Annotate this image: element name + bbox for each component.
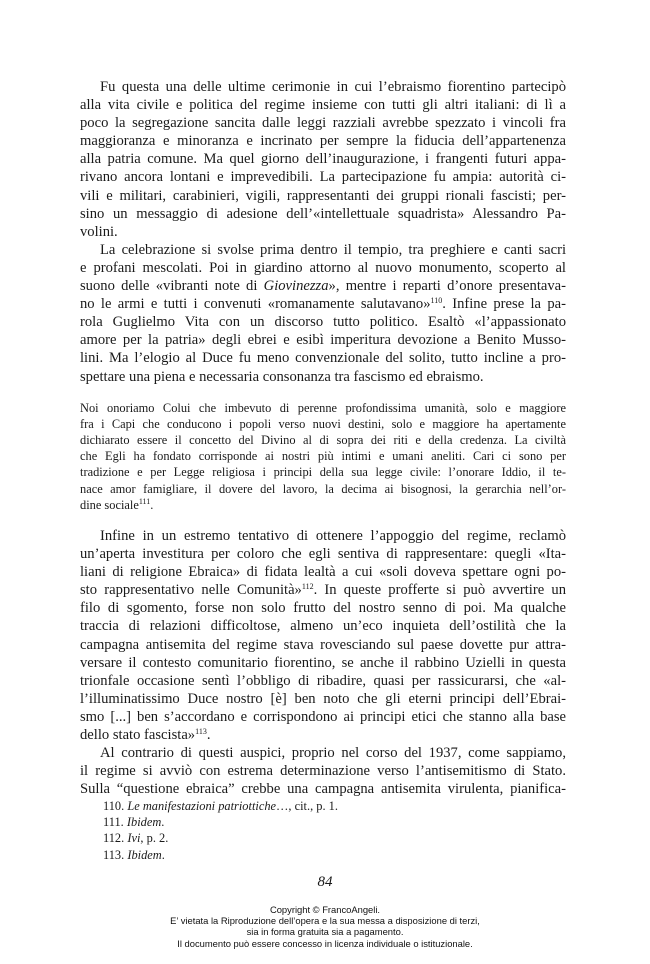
text-line: un’aperta investitura per coloro che egli sentiva di rappresentare: quegli «Ita-: [80, 546, 566, 563]
text-line: e profani mescolati. Poi in giardino attorno al nuovo monumento, scoperto al: [80, 259, 566, 276]
copyright-line: Il documento può essere concesso in licenza individuale o istituzionale.: [177, 937, 473, 949]
footnote-text: , p. 2.: [140, 831, 169, 846]
quote-line: [80, 497, 566, 513]
text-line: Infine in un estremo tentativo di ottenere l’appoggio del regime, reclamò: [100, 528, 566, 545]
copyright-line: E’ vietata la Riproduzione dell’opera e la sua messa a disposizione di terzi,: [170, 915, 480, 927]
text-line: l’illuminatissimo Duce nostro [è] ben noto che gli eterni principi dell’Ebrai-: [80, 690, 566, 707]
text-run: no le armi e tutti i convenuti «romanamente salutavano»: [80, 296, 431, 313]
text-line: [80, 581, 566, 599]
text-run: suono delle «vibranti note di: [80, 278, 264, 295]
text-line: [80, 277, 566, 295]
page-number: 84: [317, 874, 333, 890]
text-run: . Infine prese la pa-: [442, 296, 567, 313]
text-line: La celebrazione si svolse prima dentro il tempio, tra preghiere e canti sacri: [100, 241, 566, 258]
footnote-text: …, cit., p. 1.: [276, 799, 338, 813]
text-line: [80, 295, 566, 313]
block-quote: [80, 400, 566, 513]
footnote-text: .: [161, 847, 165, 862]
footnote-title: Ibidem: [126, 815, 162, 830]
text-line: maggioranza e minoranza e incrinato per sempre la fiducia dell’appartenenza: [80, 133, 566, 150]
paragraph-4: [80, 744, 566, 798]
footnote-ref: 112: [301, 582, 314, 592]
text-run: . In queste profferte si può avvertire un: [313, 582, 567, 599]
text-run: .: [150, 497, 154, 512]
italic-title: Giovinezza: [263, 278, 329, 295]
quote-line: fra i Capi che conducono i popoli verso nuovi destini, solo e maggiore ha apertamente: [80, 416, 566, 431]
footnote: [103, 814, 338, 830]
text-run: dello stato fascista»: [80, 727, 196, 744]
text-run: sto rappresentativo nelle Comunità»: [80, 582, 302, 599]
quote-line: dichiarato essere il concetto del Divino al di sopra dei riti e della credenza. La civiltà: [80, 433, 566, 447]
text-line: smo [...] ben s’accordano e corrispondono ai principi etici che stanno alla base: [80, 708, 566, 725]
text-line: traccia di relazioni difficoltose, almeno un’eco inquieta dell’ostilità che la: [80, 618, 566, 635]
footnote: [103, 847, 338, 863]
paragraph-1: [80, 78, 566, 241]
footnote-ref: 110: [430, 296, 443, 306]
footnote: [103, 830, 338, 846]
text-line: campagna antisemita del regime stava rovesciando sul paese dovette pur attra-: [80, 636, 566, 653]
text-run: dine sociale: [80, 497, 139, 512]
text-line: trionfale occasione sentì l’obbligo di ribadire, quasi per rassicurarsi, che «al-: [80, 672, 566, 689]
text-line: filo di sgomento, forse non solo frutto del nostro senno di poi. Ma qualche: [80, 600, 566, 617]
quote-line: nace amor famigliare, il dovere del lavoro, la decima ai bisognosi, la gerarchia nell’or-: [80, 481, 566, 496]
text-line: Sulla “questione ebraica” crebbe una campagna antisemita virulenta, pianifica-: [80, 781, 566, 798]
footnote-ref: 111: [138, 496, 151, 506]
text-line: alla vita civile e politica del regime insieme con tutti gli altri italiani: di lì a: [80, 97, 566, 114]
text-run: », mentre i reparti d’onore presentava-: [328, 278, 567, 295]
footnotes: [103, 798, 338, 863]
quote-line: tradizione e per Legge religiosa i principi della sua legge civile: l’onorare Iddio, il te-: [80, 465, 566, 480]
footnote-number: 112.: [103, 831, 125, 846]
text-line: vili e militari, carabinieri, vigili, rappresentanti dei gruppi rionali fascisti; per-: [80, 187, 566, 204]
copyright-line: Copyright © FrancoAngeli.: [269, 904, 381, 915]
quote-line: che Egli ha fondato corrisponde ai nostri più intimi e umani aneliti. Cari ci sono per: [80, 449, 566, 464]
footnote-number: 113.: [103, 847, 125, 862]
footnote-text: .: [161, 815, 165, 830]
quote-line: Noi onoriamo Colui che imbevuto di perenne profondissima umanità, solo e maggiore: [80, 400, 566, 415]
footnote-title: Le manifestazioni patriottiche: [127, 799, 277, 813]
footnote-number: 111.: [103, 815, 124, 830]
footnote-number: 110.: [103, 799, 125, 813]
copyright-line: sia in forma gratuita sia a pagamento.: [246, 926, 404, 938]
footnote-title: Ivi: [127, 831, 141, 846]
text-line: rivano ancora lontani e imprevedibili. La partecipazione fu ampia: autorità ci-: [80, 169, 566, 186]
text-line: [80, 726, 566, 744]
paragraph-3: [80, 527, 566, 744]
text-line: sino un messaggio di adesione dell’«intellettuale squadrista» Alessandro Pa-: [80, 205, 566, 222]
text-line: alla patria comune. Ma quel giorno dell’inaugurazione, i frangenti futuri appa-: [80, 151, 566, 168]
page-body: [80, 78, 566, 798]
text-line: lini. Ma l’elogio al Duce fu meno convenzionale del solito, tutto incline a pro-: [80, 350, 566, 367]
text-line: poco la segregazione sancita dalle leggi razziali avrebbe spezzato i vincoli fra: [80, 115, 566, 132]
footnote-ref: 113: [195, 727, 207, 737]
text-line: il regime si avviò con estrema determinazione verso l’antisemitismo di Stato.: [80, 763, 566, 780]
text-line: volini.: [80, 223, 118, 240]
text-line: liani di religione Ebraica» di fidata lealtà a cui «soli doveva spettare ogni po-: [80, 564, 566, 581]
footnote-title: Ibidem: [127, 847, 162, 862]
text-line: amore per la patria» degli ebrei e esibì imperitura devozione a Benito Musso-: [80, 332, 566, 349]
text-line: Fu questa una delle ultime cerimonie in cui l’ebraismo fiorentino partecipò: [100, 79, 566, 95]
text-line: Al contrario di questi auspici, proprio nel corso del 1937, come sappiamo,: [100, 745, 566, 762]
text-line: rola Guglielmo Vita con un discorso tutto politico. Esaltò «l’appassionato: [80, 314, 566, 331]
paragraph-2: [80, 241, 566, 386]
text-run: .: [206, 727, 211, 744]
text-line: spettare una piena e necessaria consonanza tra fascismo ed ebraismo.: [80, 368, 484, 385]
footnote: [103, 798, 338, 814]
text-line: versare il contesto comunitario fiorentino, se anche il rabbino Uzielli in questa: [80, 654, 566, 671]
copyright-notice: [0, 904, 650, 949]
